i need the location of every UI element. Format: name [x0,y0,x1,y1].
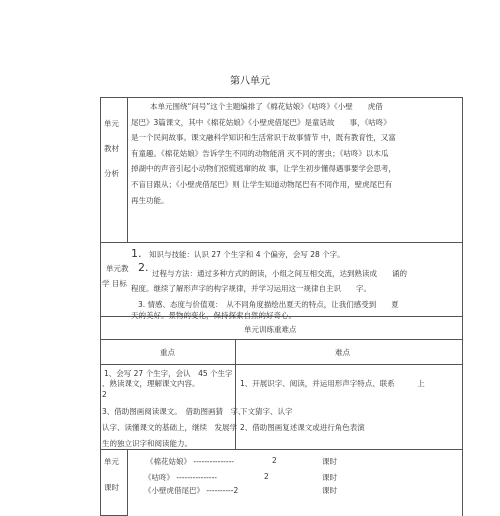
analysis-line: 尾巴》3篇课文，其中《棉花姑娘》《小壁虎借尾巴》是童话故 事，《咕咚》 [131,117,391,127]
schedule-unit: 课时 [322,486,337,495]
key-points-header: 重点 [160,348,175,357]
analysis-line: 本单元围绕“问号”这个主题编排了《棉花姑娘》《咕咚》《小壁 虎借 [150,102,383,111]
schedule-count: 2 [272,456,277,465]
analysis-line: 掉湖中的声音引起小动物们惊慌逃窜的故 事，让学生初步懂得遇事要学会思考， [131,164,396,174]
schedule-unit: 课时 [322,473,337,482]
analysis-line: 不盲目跟从；《小壁虎借尾巴》则 让学生知道动物尾巴有不同作用，壁虎尾巴有 [131,179,393,189]
analysis-label-unit: 单元 [104,119,119,128]
analysis-line: 是一个民间故事。课文融科学知识和生活常识于故事情节 中，既有教育性，又富 [131,133,396,143]
key-point-line: 生的独立识字和阅读能力。 [102,439,192,448]
difficult-point-line: 2、借助图画复述课文或进行角色表演 [240,423,365,432]
schedule-lesson: 《咕咚》 --------------- [144,473,217,482]
goals-label-unit-teaching: 单元教 [106,264,129,273]
difficult-points-header: 难点 [335,348,350,357]
key-point-line: 、熟读课文，理解课文内容。 [102,379,200,388]
goals-label-objectives: 学 目标 [102,279,127,288]
key-point-line: 1、会写 27 个生字，会认 45 个生字 [104,369,233,378]
goal-2-number: 2. [138,261,149,274]
schedule-count: 2 [264,472,269,481]
goal-1-number: 1. [131,247,142,260]
goal-3-line-2: 天的美好。景物的变化，保持探索自然的好奇心。 [131,311,296,320]
goal-2-line-1: 过程与方法：通过多种方式的朗读，小组之间互相交流，达到熟读成 诵的 [152,269,407,278]
difficult-point-line: 下文猜字、认字 [240,407,293,416]
schedule-label-hours: 课时 [104,483,119,492]
goal-1-text: 知识与技能：认识 27 个生字和 4 个偏旁，会写 28 个字。 [149,250,345,259]
goal-3-line-1: 3. 情感、态度与价值观： 从不同角度描绘出夏天的特点，让我们感受到 夏 [138,300,399,309]
key-point-line: 3、借助图画阅读课文。 借助图画猜 字、 [102,407,246,416]
schedule-lesson: 《棉花姑娘》 --------------- [146,457,234,466]
analysis-line: 有童趣。《棉花姑娘》告诉学生不同的动物能消 灭不同的害虫；《咕咚》以木瓜 [131,148,389,158]
analysis-label-textbook: 教材 [104,144,119,153]
analysis-label-analysis: 分析 [104,169,119,178]
page-title: 第八单元 [230,76,270,87]
analysis-paragraph [131,99,461,208]
schedule-label-unit: 单元 [104,457,119,466]
focus-section-title: 单元训练重难点 [244,325,297,334]
difficult-point-line: 1、开展识字、阅读，并运用形声字特点、联系 上 [240,379,425,388]
goal-2-line-2: 程度。继续了解形声字的构字规律，并学习运用这一规律自主识 字。 [131,284,371,293]
key-point-line: 2 [102,390,107,399]
analysis-line: 再生功能。 [131,195,169,205]
schedule-lesson: 《小壁虎借尾巴》 ----------2 [144,486,239,495]
schedule-unit: 课时 [322,457,337,466]
key-point-line: 认字、读懂课文的基础上，继续 发展学 [102,423,237,432]
